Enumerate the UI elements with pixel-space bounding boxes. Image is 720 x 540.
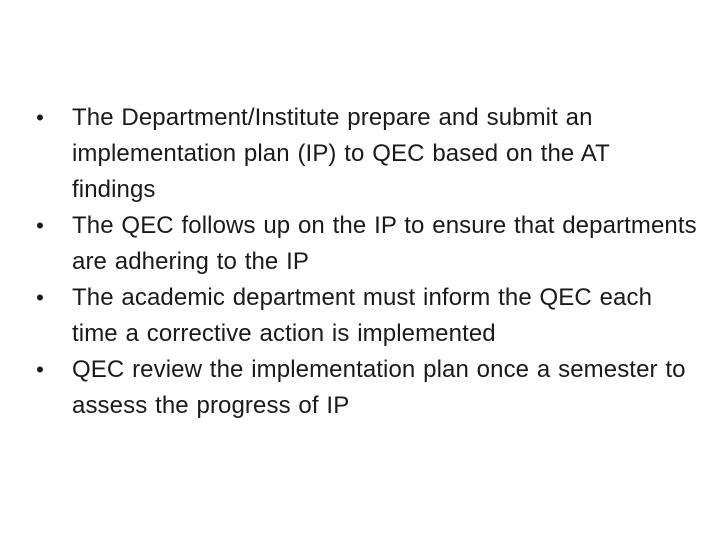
bullet-text: The academic department must inform the QEC each time a corrective action is implemented: [72, 284, 653, 347]
bullet-item-3: [30, 280, 698, 352]
bullet-text: The QEC follows up on the IP to ensure that departments are adhering to the IP: [72, 212, 697, 275]
bullet-item-1: [30, 100, 698, 208]
bullet-text: QEC review the implementation plan once a semester to assess the progress of IP: [72, 356, 686, 419]
bullet-icon: •: [36, 285, 44, 310]
bullet-list: [30, 100, 698, 424]
bullet-text: The Department/Institute prepare and submit an implementation plan (IP) to QEC based on the AT findings: [72, 104, 610, 203]
bullet-item-4: [30, 352, 698, 424]
bullet-icon: •: [36, 105, 44, 130]
bullet-item-2: [30, 208, 698, 280]
bullet-icon: •: [36, 213, 44, 238]
bullet-icon: •: [36, 357, 44, 382]
